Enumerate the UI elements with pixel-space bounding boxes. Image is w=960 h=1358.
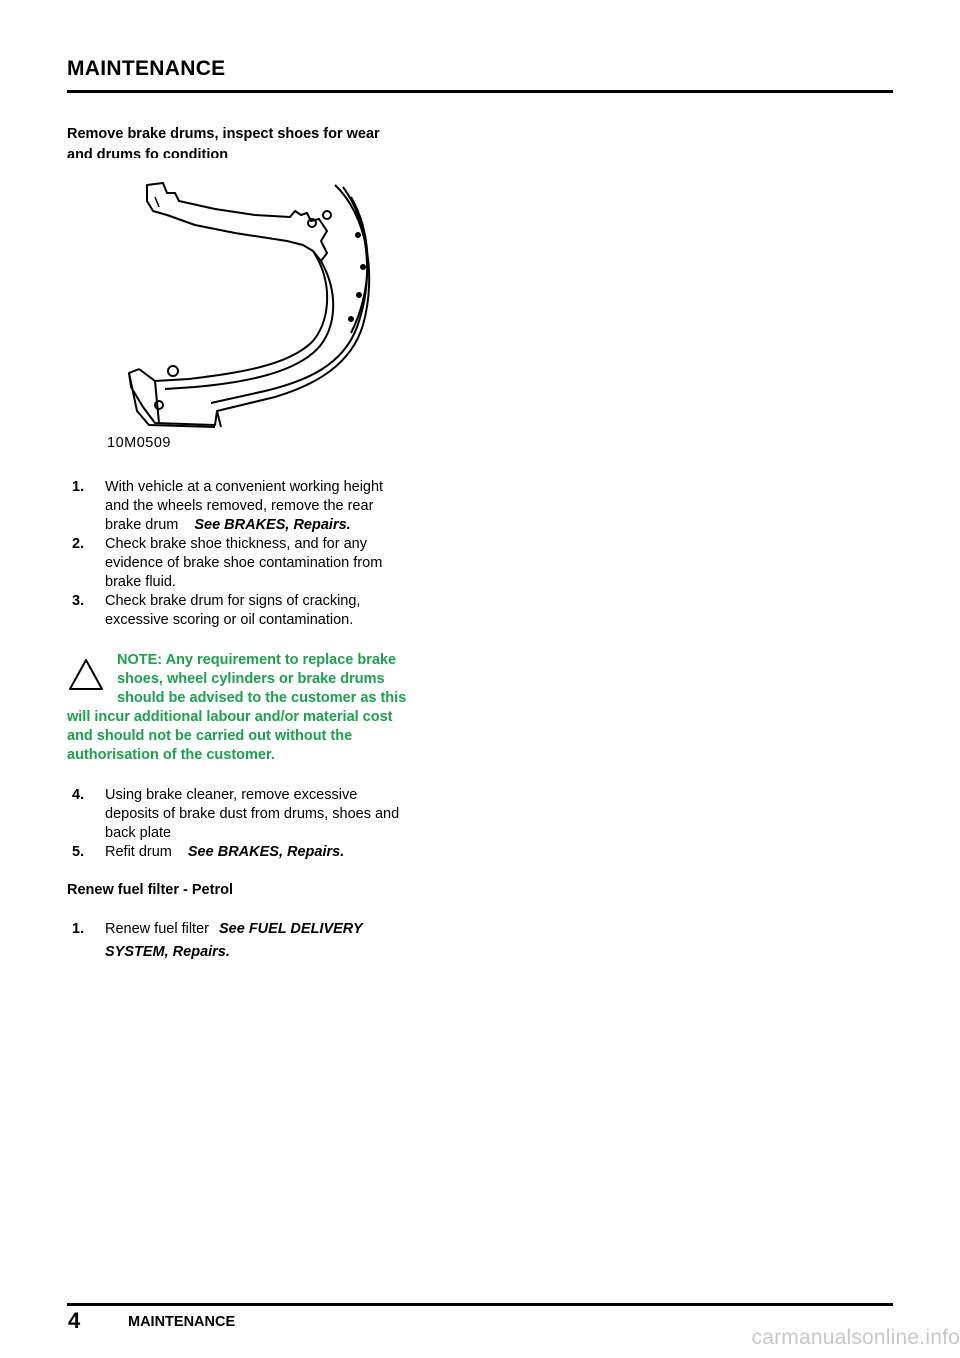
step-text-line: and the wheels removed, remove the rear xyxy=(105,498,374,514)
step-2 xyxy=(67,535,447,592)
step-number: 2. xyxy=(72,536,85,552)
section-title-fuel-filter: Renew fuel filter - Petrol xyxy=(67,882,233,898)
step-number: 1. xyxy=(72,921,85,937)
cross-reference-link[interactable]: See BRAKES, Repairs. xyxy=(187,844,345,860)
step-4 xyxy=(67,786,447,843)
watermark-text: carmanualsonline.info xyxy=(751,1326,960,1349)
step-text-line: Using brake cleaner, remove excessive xyxy=(105,787,358,803)
footer-title: MAINTENANCE xyxy=(128,1314,236,1330)
step-text-line: Check brake shoe thickness, and for any xyxy=(105,536,367,552)
step-text-line: With vehicle at a convenient working height xyxy=(105,479,384,495)
brake-shoe-illustration xyxy=(115,175,385,437)
step-text-line: back plate xyxy=(105,825,172,841)
note-text-full: will incur additional labour and/or material cost and should not be carried out without the authorisation of the customer. xyxy=(67,709,393,763)
step-text-line: excessive scoring or oil contamination. xyxy=(105,612,354,628)
step-number: 4. xyxy=(72,787,85,803)
step-text-line: deposits of brake dust from drums, shoes and xyxy=(105,806,400,822)
page-number: 4 xyxy=(68,1308,81,1333)
footer-rule xyxy=(67,1303,893,1306)
step-text-line: Renew fuel filter See FUEL DELIVERY xyxy=(105,921,363,937)
step-number: 5. xyxy=(72,844,85,860)
cross-reference-link-cont[interactable]: SYSTEM, Repairs. xyxy=(105,944,230,960)
fuel-filter-step-1 xyxy=(67,920,447,962)
step-text-line: brake drum See BRAKES, Repairs. xyxy=(105,517,351,533)
section-title-line2: and drums fo condition xyxy=(67,147,229,158)
step-number: 1. xyxy=(72,479,85,495)
step-text-line: evidence of brake shoe contamination from xyxy=(105,555,383,571)
cross-reference-link[interactable]: See BRAKES, Repairs. xyxy=(194,517,351,533)
step-3 xyxy=(67,592,447,630)
page-header-title: MAINTENANCE xyxy=(67,57,226,80)
step-number: 3. xyxy=(72,593,85,609)
step-5 xyxy=(67,843,447,862)
figure-label: 10M0509 xyxy=(107,435,171,451)
step-text-line: brake fluid. xyxy=(105,574,176,590)
note-text-indented: NOTE: Any requirement to replace brake shoes, wheel cylinders or brake drums should be advised to the customer as this xyxy=(117,652,407,706)
step-text-line: Refit drum See BRAKES, Repairs. xyxy=(105,844,345,860)
header-rule xyxy=(67,90,893,93)
step-text-line: Check brake drum for signs of cracking, xyxy=(105,593,361,609)
caution-triangle-icon xyxy=(67,656,105,692)
step-1 xyxy=(67,478,447,535)
cross-reference-link[interactable]: See FUEL DELIVERY xyxy=(218,921,363,937)
section-title-brake-drums: Remove brake drums, inspect shoes for wear xyxy=(67,126,380,142)
